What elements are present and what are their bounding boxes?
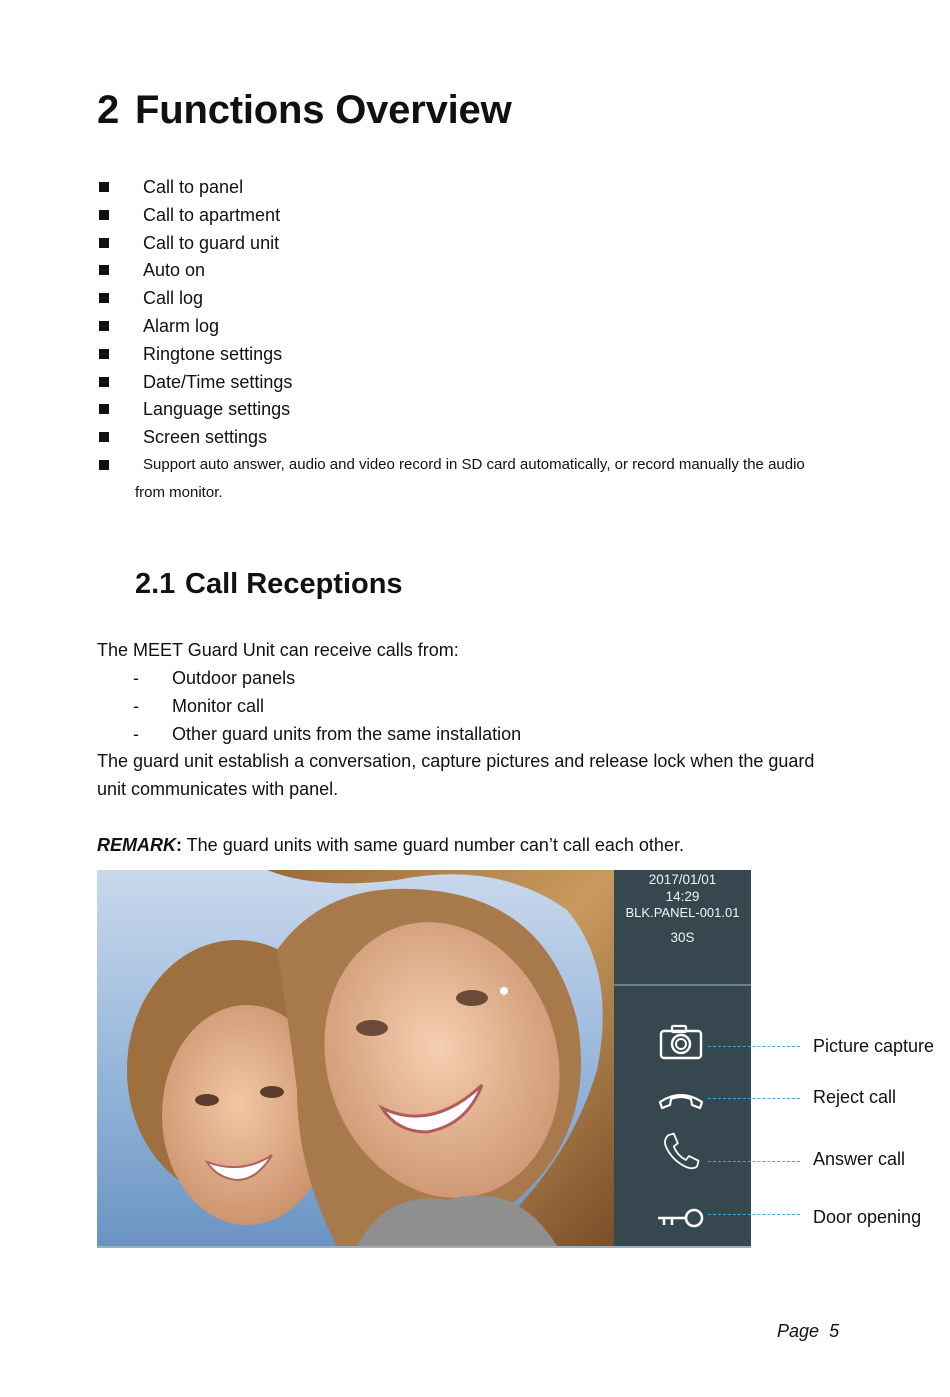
sidebar-divider <box>614 984 751 986</box>
list-item: Date/Time settings <box>97 370 887 398</box>
chapter-title: Functions Overview <box>135 88 512 132</box>
bullet-square-icon <box>99 404 109 414</box>
hang-up-icon[interactable] <box>656 1080 706 1120</box>
phone-icon[interactable] <box>656 1132 706 1172</box>
camera-icon[interactable] <box>656 1022 706 1062</box>
chapter-number: 2 <box>97 88 120 132</box>
section-heading <box>135 568 403 601</box>
page-number: Page 5 <box>777 1321 840 1341</box>
callout-line <box>708 1046 800 1047</box>
section-title: Call Receptions <box>185 568 403 600</box>
bullet-square-icon <box>99 265 109 275</box>
bullet-square-icon <box>99 460 109 470</box>
list-item: Call to apartment <box>97 203 887 231</box>
list-item: Auto on <box>97 258 887 286</box>
screen-date: 2017/01/01 <box>648 872 717 887</box>
bullet-square-icon <box>99 182 109 192</box>
list-item: Ringtone settings <box>97 342 887 370</box>
callout-line <box>708 1214 800 1215</box>
callout-reject-call: Reject call <box>813 1087 897 1107</box>
bullet-square-icon <box>99 321 109 331</box>
remark-text: The guard units with same guard number can’t call each other. <box>182 835 684 855</box>
screen-panel-id: BLK.PANEL-001.01 <box>625 905 740 920</box>
remark-paragraph: REMARK: The guard units with same guard number can’t call each other. <box>97 835 684 855</box>
screen-call-duration: 30S <box>670 930 695 945</box>
section-number: 2.1 <box>135 568 176 600</box>
bullet-square-icon <box>99 293 109 303</box>
guard-unit-screen <box>97 870 751 1248</box>
list-item: Call log <box>97 286 887 314</box>
screen-sidebar <box>614 870 751 1246</box>
screen-time: 14:29 <box>665 889 700 904</box>
list-item: Call to panel <box>97 175 887 203</box>
callout-line <box>708 1098 800 1099</box>
list-item: Screen settings <box>97 425 887 453</box>
bullet-square-icon <box>99 238 109 248</box>
description-line-1: The guard unit establish a conversation, capture pictures and release lock when the guard <box>97 751 815 771</box>
functions-list <box>97 175 887 481</box>
bullet-square-icon <box>99 377 109 387</box>
callout-line <box>708 1161 800 1162</box>
list-item: Support auto answer, audio and video record in SD card automatically, or record manually the audio <box>97 453 887 481</box>
list-item-continuation: from monitor. <box>135 484 223 501</box>
key-icon[interactable] <box>656 1198 706 1238</box>
chapter-heading <box>97 88 512 133</box>
bullet-square-icon <box>99 349 109 359</box>
bullet-square-icon <box>99 210 109 220</box>
list-item: Language settings <box>97 397 887 425</box>
intro-paragraph: The MEET Guard Unit can receive calls from: <box>97 640 459 660</box>
list-item: Call to guard unit <box>97 231 887 259</box>
document-page: 2 Functions Overview Call to panel Call to apartment Call to guard unit Auto on Call log Alarm log Ringtone settings Date/Time settings Language settings Screen settings Support auto answer, audio and video record in SD card automatically, or record manually the audio from monitor. 2.1 Call Receptions The MEET Guard Unit can receive calls from: - Outdoor panels - Monitor call - Other guard units from the same installation The guard unit establish a conversation, capture pictures and release lock when the guard unit communicates with panel. REMARK: The guard units with same guard number can’t call each other. 2017/01/01 14:29 BLK.PANEL-001.01 30S Picture capture Reject call Answer call Door opening Page 5 <box>97 88 935 1341</box>
description-line-2: unit communicates with panel. <box>97 779 339 799</box>
callout-answer-call: Answer call <box>813 1149 906 1169</box>
list-item: Alarm log <box>97 314 887 342</box>
callout-door-opening: Door opening <box>813 1207 922 1227</box>
remark-label: REMARK <box>97 835 176 855</box>
bullet-square-icon <box>99 432 109 442</box>
visitor-photo <box>97 870 614 1246</box>
callout-picture-capture: Picture capture <box>813 1036 935 1056</box>
